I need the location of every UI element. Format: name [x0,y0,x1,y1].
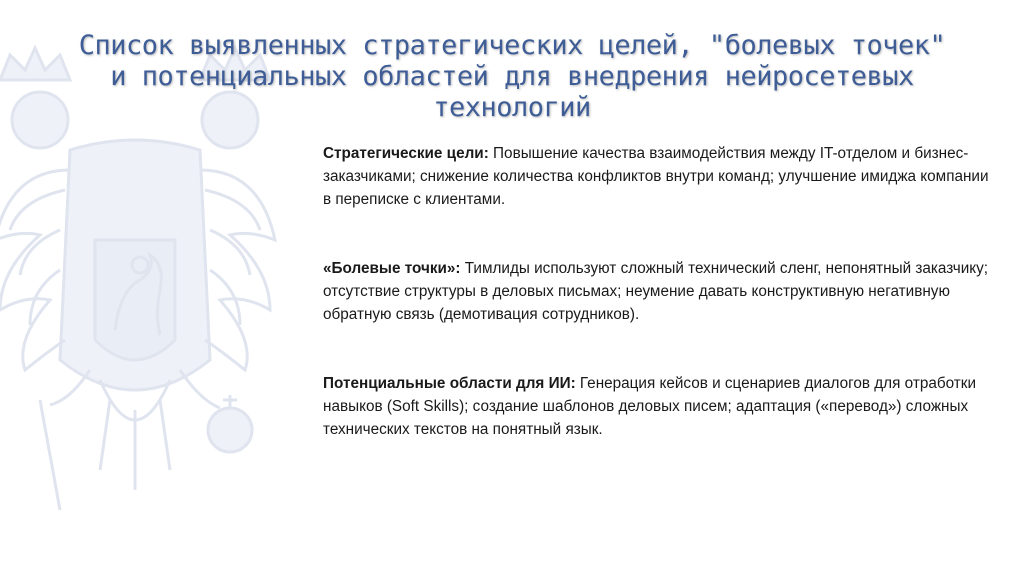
ai-areas-paragraph [323,372,995,441]
pain-points-paragraph [323,257,995,326]
ai-areas-label: Потенциальные области для ИИ: [323,375,576,392]
content-body [323,142,995,441]
ai-areas-text: Генерация кейсов и сценариев диалогов для отработки навыков (Soft Skills); создание шаблонов деловых писем; адаптация («перевод») сложных технических текстов на понятный язык. [323,375,977,438]
strategic-goals-text: Повышение качества взаимодействия между IT-отделом и бизнес-заказчиками; снижение количества конфликтов внутри команд; улучшение имиджа компании в переписке с клиентами. [323,145,989,208]
strategic-goals-label: Стратегические цели: [323,145,489,162]
strategic-goals-paragraph [323,142,995,211]
title-line-3: технологий [433,92,591,123]
pain-points-text: Тимлиды используют сложный технический сленг, непонятный заказчику; отсутствие структуры в деловых письмах; неумение давать конструктивную негативную обратную связь (демотивация сотрудников). [323,260,989,323]
page-title [0,30,1024,123]
pain-points-label: «Болевые точки»: [323,260,461,277]
title-line-1: Список выявленных стратегических целей, "болевых точек" [78,30,946,61]
title-line-2: и потенциальных областей для внедрения нейросетевых [110,61,914,92]
